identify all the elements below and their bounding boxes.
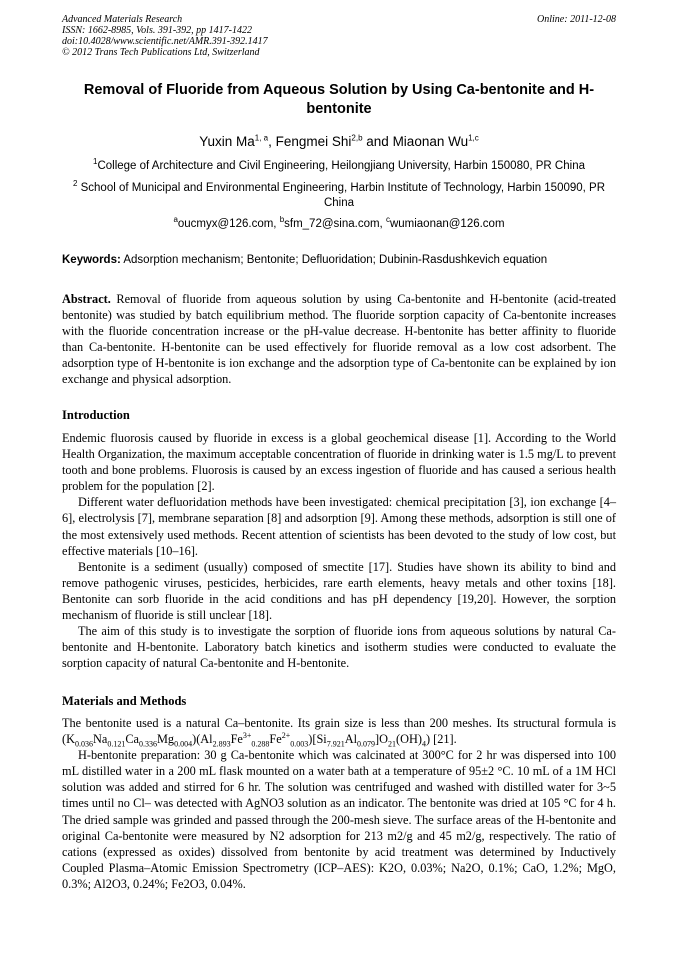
formula-subscript: 0.004	[174, 739, 193, 749]
section-heading-introduction: Introduction	[62, 408, 130, 422]
author-emails	[62, 217, 616, 232]
affiliation-mark: 1	[93, 157, 98, 167]
author-list	[62, 134, 616, 150]
doi-line[interactable]: doi:10.4028/www.scientific.net/AMR.391-392.1417	[62, 36, 268, 47]
keywords-label: Keywords:	[62, 254, 121, 266]
paragraph: The aim of this study is to investigate the sorption of fluoride ions from aqueous solutions by natural Ca-bentonite and H-bentonite. Laboratory batch kinetics and isotherm studies were conducted to evaluate the sorption capacity of natural Ca-bentonite and H-bentonite.	[62, 624, 616, 671]
formula-text: Na	[92, 732, 108, 747]
formula-text: Ca	[125, 732, 139, 747]
author-affiliation-mark: 2,b	[351, 133, 363, 143]
email-mark: a	[173, 215, 178, 225]
paragraph-text: [21].	[430, 732, 457, 747]
email-mark: b	[279, 215, 285, 225]
formula-text: ]O	[375, 732, 388, 747]
formula-text: Fe	[230, 732, 243, 747]
abstract-text: Removal of fluoride from aqueous solution by using Ca-bentonite and H-bentonite (acid-treated bentonite) was studied by batch equilibrium method. The fluoride sorption capacity of Ca-bentonite increases with the fluoride concentration increase or the pH-value decrease. H-bentonite has better affinity to fluoride than Ca-bentonite. H-bentonite can be used effectively for fluoride removal as a low cost adsorbent. The adsorption type of H-bentonite is ion exchange and the adsorption type of Ca-bentonite can be explained by ion exchange and physical adsorption.	[62, 292, 616, 387]
structural-formula	[62, 731, 431, 749]
formula-subscript: 21	[388, 739, 396, 749]
formula-subscript: 0.079	[357, 739, 376, 749]
author-affiliation-mark: 1,c	[468, 133, 479, 143]
affiliation-mark: 2	[72, 179, 78, 189]
online-date: Online: 2011-12-08	[537, 14, 616, 25]
author-affiliation-mark: 1, a	[254, 133, 269, 143]
formula-superscript: 2+	[281, 731, 291, 740]
materials-methods-body	[62, 715, 616, 892]
issn-line: ISSN: 1662-8985, Vols. 391-392, pp 1417-1422	[62, 25, 252, 36]
email-mark: c	[385, 215, 390, 225]
formula-subscript: 0.036	[74, 739, 93, 749]
email-link[interactable]: wumiaonan@126.com	[389, 218, 505, 230]
paragraph-text: The bentonite used is a natural Ca–bentonite. Its grain size is less than 200 meshes. Its structural formula is	[62, 716, 616, 730]
keywords	[62, 253, 616, 268]
author-name: Miaonan Wu	[392, 134, 469, 149]
formula-superscript: 3+	[242, 731, 252, 740]
author-separator: and	[362, 134, 393, 149]
formula-text: (OH)	[396, 732, 422, 747]
paper-title: Removal of Fluoride from Aqueous Solution by Using Ca-bentonite and H-bentonite	[83, 82, 595, 117]
formula-subscript: 0.121	[107, 739, 126, 749]
formula-text: Al	[344, 732, 358, 747]
copyright-line: © 2012 Trans Tech Publications Ltd, Switzerland	[62, 47, 260, 58]
abstract-label: Abstract.	[62, 292, 111, 306]
paragraph: H-bentonite preparation: 30 g Ca-bentonite which was calcinated at 300°C for 2 hr was dispersed into 100 mL distilled water in a 200 mL flask mounted on a water bath at a temperature of 95±2 °C. 10 mL of a 1M HCl solution was added and stirred for 6 hr. The solution was centrifuged and washed with distilled water for 3~5 times until no Cl– was detected with AgNO3 solution as an indicator. The bentonite was dried at 105 °C for 4 h. The dried sample was grinded and passed through the 200-mesh sieve. The surface areas of the H-bentonite and original Ca-bentonite were measured by N2 adsorption for 213 m2/g and 45 m2/g, respectively. The ratio of cations (expressed as oxides) dissolved from bentonite by acid treatment was determined by Inductively Coupled Plasma–Atomic Emission Spectrometry (ICP–AES): K2O, 0.03%; Na2O, 0.1%; CaO, 1.2%; MgO, 0.3%; Al2O3, 0.24%; Fe2O3, 0.04%.	[62, 748, 616, 891]
author-name: Fengmei Shi	[275, 134, 352, 149]
formula-subscript: 0.288	[251, 739, 270, 749]
formula-text: Mg	[157, 732, 175, 747]
journal-header	[62, 14, 616, 58]
introduction-body	[62, 430, 616, 671]
formula-text: )	[425, 732, 431, 747]
formula-text: Fe	[269, 732, 282, 747]
formula-text: (K	[62, 732, 75, 747]
journal-name: Advanced Materials Research	[62, 14, 183, 25]
paragraph: Endemic fluorosis caused by fluoride in excess is a global geochemical disease [1]. According to the World Health Organization, the maximum acceptable concentration of fluoride in drinking water is 1.5 mg/L to prevent tooth and bone problems. Fluorosis is caused by an excess ingestion of fluoride and has caused a serious health problem for the population [2].	[62, 431, 616, 494]
formula-text: )(Al	[192, 732, 213, 747]
paragraph: Bentonite is a sediment (usually) composed of smectite [17]. Studies have shown its ability to bind and remove pathogenic viruses, pesticides, herbicides, rare earth elements, heavy metals and other toxins [18]. Bentonite can sorb fluoride in the acid conditions and has pH dependency [19,20]. However, the sorption mechanism of fluoride is still unclear [18].	[62, 559, 616, 623]
author-name: Yuxin Ma	[199, 134, 255, 149]
section-heading-materials-methods: Materials and Methods	[62, 694, 187, 708]
paragraph	[62, 715, 616, 747]
formula-subscript: 7.921	[326, 739, 345, 749]
formula-subscript: 0.336	[139, 739, 157, 749]
email-link[interactable]: oucmyx@126.com,	[177, 218, 280, 230]
keywords-text: Adsorption mechanism; Bentonite; Defluoridation; Dubinin-Rasdushkevich equation	[120, 254, 548, 266]
affiliation-2	[62, 181, 616, 211]
affiliation-text: School of Municipal and Environmental Engineering, Harbin Institute of Technology, Harbin 150090, PR China	[77, 182, 606, 209]
email-link[interactable]: sfm_72@sina.com,	[284, 218, 386, 230]
abstract	[62, 291, 616, 388]
formula-subscript: 4	[421, 739, 426, 749]
formula-subscript: 2.893	[212, 739, 231, 749]
affiliation-text: College of Architecture and Civil Engineering, Heilongjiang University, Harbin 150080, PR China	[97, 160, 585, 172]
formula-subscript: 0.003	[290, 739, 309, 749]
affiliation-1	[62, 159, 616, 174]
formula-text: )[Si	[308, 732, 327, 747]
paragraph: Different water defluoridation methods have been investigated: chemical precipitation [3], ion exchange [4–6], electrolysis [7], membrane separation [8] and adsorption [9]. Among these methods, adsorption is still one of the most extensively used methods. Recent attention of scientists has been devoted to the study of low cost, but effective materials [10–16].	[62, 495, 616, 558]
author-separator: ,	[268, 134, 276, 149]
